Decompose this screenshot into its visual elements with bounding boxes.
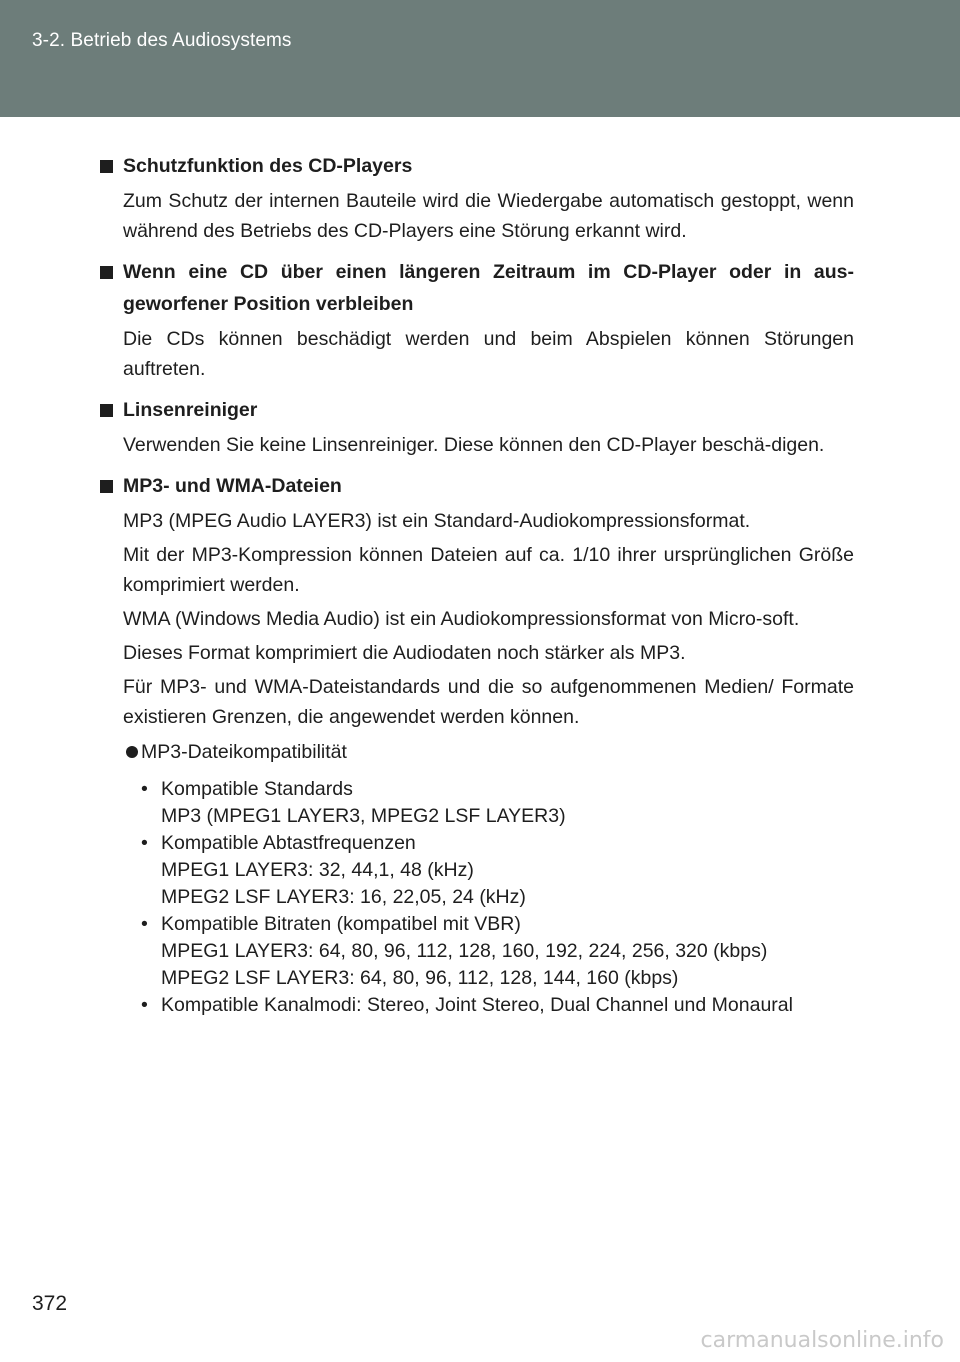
bullet-dot-icon: •: [141, 832, 148, 854]
paragraph: MP3 (MPEG Audio LAYER3) ist ein Standard-Audiokompressionsformat.: [123, 510, 751, 532]
subsection-heading: [97, 736, 854, 768]
paragraph: Für MP3- und WMA-Dateistandards und die so aufgenommenen Medien/ Formate existieren Grenzen, die angewendet werden können.: [123, 676, 854, 728]
section-heading-text: Wenn eine CD über einen längeren Zeitraum im CD-Player oder in aus-geworfener Position verbleiben: [123, 261, 854, 315]
bullet-dot-icon: •: [141, 913, 148, 935]
subsection-label: MP3-Dateikompatibilität: [141, 741, 347, 763]
paragraph: Dieses Format komprimiert die Audiodaten noch stärker als MP3.: [123, 642, 686, 664]
section-heading-text: MP3- und WMA-Dateien: [123, 475, 342, 497]
header-band: [0, 0, 960, 117]
section-cd-protection: [97, 150, 854, 246]
list-item-line: MPEG1 LAYER3: 32, 44,1, 48 (kHz): [161, 859, 474, 881]
square-bullet-icon: [100, 404, 113, 417]
section-mp3-wma: [97, 470, 854, 1019]
bullet-dot-icon: •: [141, 778, 148, 800]
section-heading: [97, 394, 854, 426]
list-item: [135, 911, 854, 992]
section-heading-text: Linsenreiniger: [123, 399, 258, 421]
bullet-dot-icon: •: [141, 994, 148, 1016]
section-cd-ejected: [97, 256, 854, 384]
list-item-line: MP3 (MPEG1 LAYER3, MPEG2 LSF LAYER3): [161, 805, 566, 827]
compatibility-list: [97, 776, 854, 1019]
paragraph: Die CDs können beschädigt werden und beim Abspielen können Störungen auftreten.: [123, 328, 854, 380]
square-bullet-icon: [100, 480, 113, 493]
paragraph: Zum Schutz der internen Bauteile wird die Wiedergabe automatisch gestoppt, wenn während des Betriebs des CD-Players eine Störung erkannt wird.: [123, 190, 854, 242]
square-bullet-icon: [100, 160, 113, 173]
header-title: 3-2. Betrieb des Audiosystems: [32, 30, 292, 51]
list-item: [135, 830, 854, 911]
paragraph: Verwenden Sie keine Linsenreiniger. Diese können den CD-Player beschä-digen.: [123, 434, 825, 456]
page-content: [97, 150, 854, 1019]
list-item-title: Kompatible Kanalmodi: Stereo, Joint Stereo, Dual Channel und Monaural: [161, 994, 793, 1016]
list-item-title: Kompatible Standards: [161, 778, 353, 800]
square-bullet-icon: [100, 266, 113, 279]
paragraph: Mit der MP3-Kompression können Dateien auf ca. 1/10 ihrer ursprünglichen Größe komprimiert werden.: [123, 544, 854, 596]
paragraph: WMA (Windows Media Audio) ist ein Audiokompressionsformat von Micro-soft.: [123, 608, 800, 630]
section-lens-cleaner: [97, 394, 854, 460]
list-item: [135, 992, 854, 1019]
list-item-title: Kompatible Abtastfrequenzen: [161, 832, 416, 854]
section-heading-text: Schutzfunktion des CD-Players: [123, 155, 413, 177]
section-heading: [97, 256, 854, 320]
watermark: carmanualsonline.info: [700, 1328, 944, 1353]
list-item-title: Kompatible Bitraten (kompatibel mit VBR): [161, 913, 521, 935]
circle-bullet-icon: [126, 746, 138, 758]
section-heading: [97, 150, 854, 182]
page-number: 372: [32, 1292, 68, 1315]
section-heading: [97, 470, 854, 502]
list-item-line: MPEG2 LSF LAYER3: 64, 80, 96, 112, 128, 144, 160 (kbps): [161, 967, 679, 989]
list-item-line: MPEG2 LSF LAYER3: 16, 22,05, 24 (kHz): [161, 886, 526, 908]
list-item: [135, 776, 854, 830]
list-item-line: MPEG1 LAYER3: 64, 80, 96, 112, 128, 160, 192, 224, 256, 320 (kbps): [161, 940, 768, 962]
